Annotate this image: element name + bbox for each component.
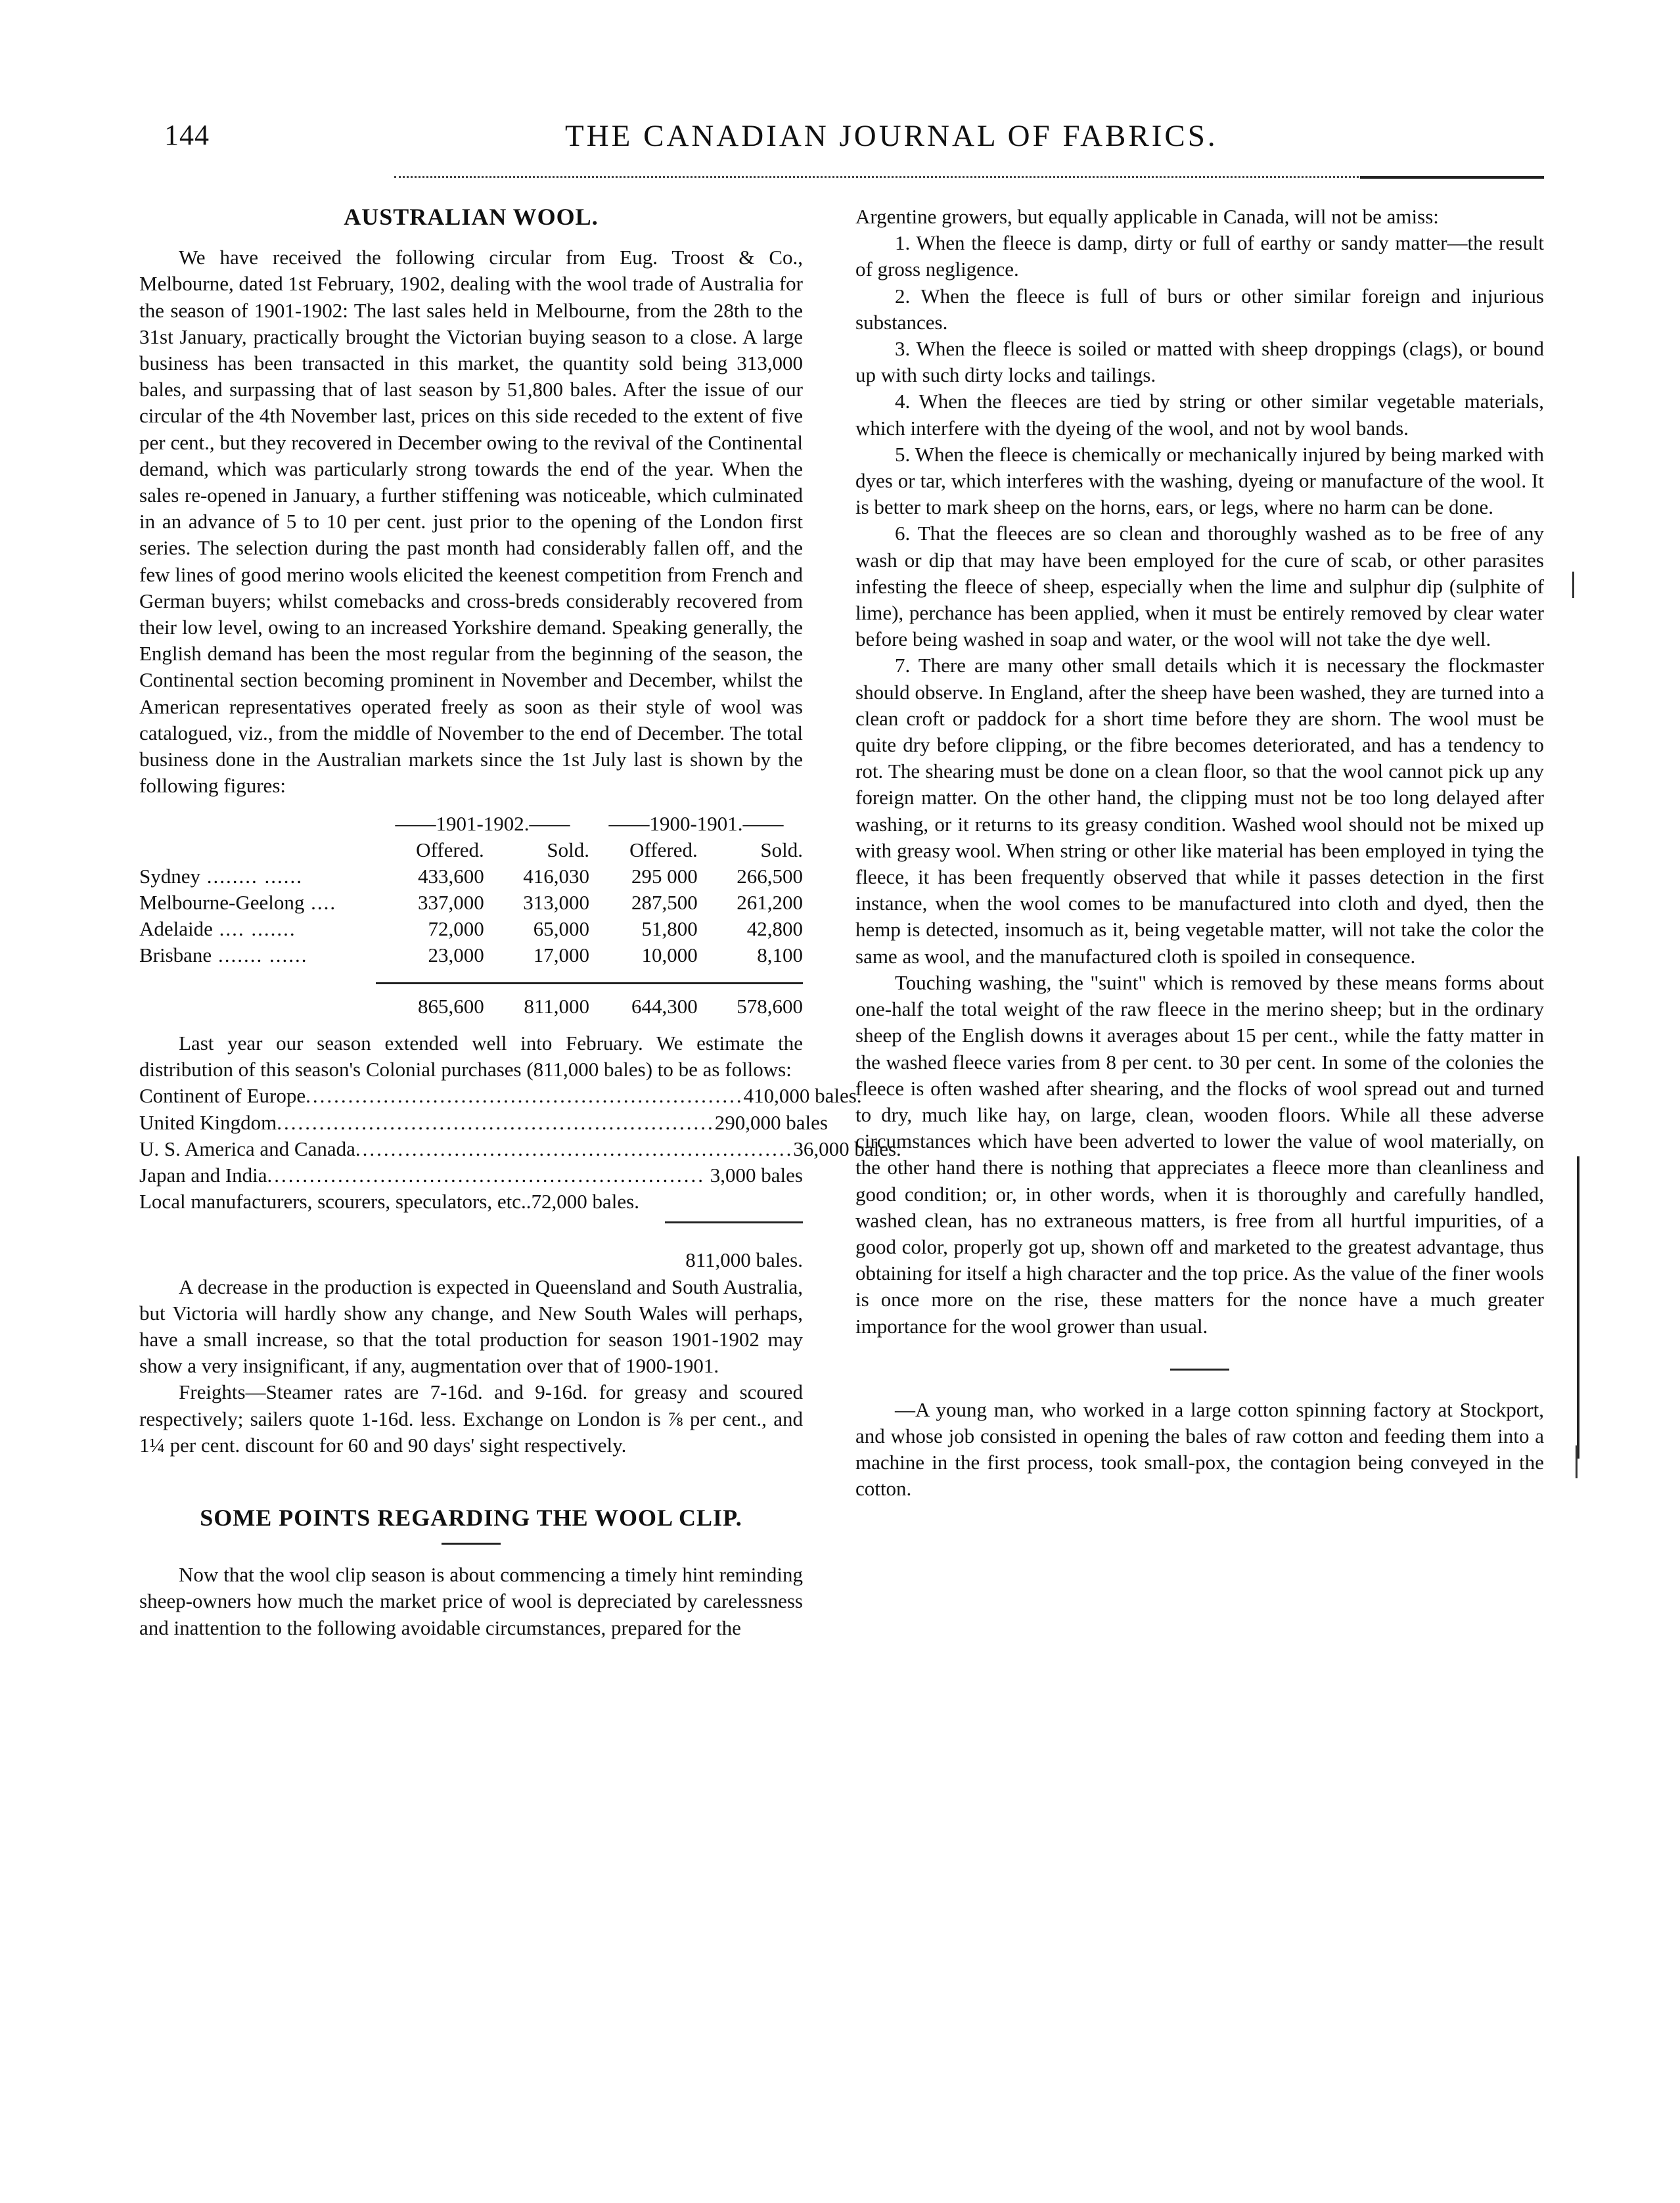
- article-paragraph: Touching washing, the "suint" which is removed by these means forms about one-half the total weight of the raw fleece in the merino sheep; but in the ordinary sheep of the English downs it averages about 15 per cent., while the fatty matter in the washed fleece varies from 8 per cent. to 30 per cent. In some of the colonies the fleece is often washed after shearing, and the flocks of wool spread out and turned to dry, much like hay, on large, clean, wooden floors. While all these adverse circumstances which have been adverted to lower the value of wool materially, on the other hand there is nothing that appreciates a fleece more than cleanliness and good condition; or, in other words, when it is thoroughly and carefully handled, washed clean, has no extraneous matters, is free from all hurtful impurities, of a good color, properly got up, shown off and marketed to the greatest advantage, thus obtaining for itself a high character and the top price. As the value of the finer wools is once more on the rise, these matters for the nonce have a much greater importance for the wool grower than usual.: [855, 970, 1544, 1338]
- margin-mark: [1576, 1445, 1578, 1478]
- leader-dots: ........ ......: [200, 865, 303, 888]
- distribution-value: 410,000 bales.: [743, 1084, 862, 1108]
- table-cell: 42,800: [746, 917, 803, 941]
- table-cell: 72,000: [428, 917, 484, 941]
- numbered-point: 3. When the fleece is soiled or matted with sheep droppings (clags), or bound up with such dirty locks and tailings.: [855, 337, 1544, 387]
- table-cell: 17,000: [533, 943, 589, 967]
- article-title-australian-wool: AUSTRALIAN WOOL.: [344, 204, 599, 230]
- distribution-total: 811,000 bales.: [685, 1248, 803, 1272]
- table-column-header: Offered.: [416, 838, 484, 862]
- distribution-value: 72,000 bales.: [531, 1190, 639, 1214]
- article-paragraph: Now that the wool clip season is about commencing a timely hint reminding sheep-owners how much the market price of wool is depreciated by carelessness and inattention to the following avoidable circumstances, prepared for the: [139, 1563, 803, 1639]
- list-item: [139, 1110, 828, 1136]
- table-total-cell: 644,300: [589, 983, 698, 1020]
- left-column: [139, 204, 901, 1641]
- title-rule: [442, 1543, 501, 1545]
- wool-sales-table: [139, 811, 803, 1020]
- leader-dots: ..............................................................: [306, 1084, 744, 1108]
- distribution-label: United Kingdom: [139, 1110, 277, 1134]
- leader-dots: ....... ......: [212, 943, 308, 967]
- distribution-label: Continent of Europe: [139, 1084, 306, 1108]
- table-row: [139, 863, 803, 890]
- page-number: 144: [164, 119, 210, 151]
- article-paragraph: Argentine growers, but equally applicable in Canada, will not be amiss:: [855, 205, 1439, 228]
- leader-dots: ....: [304, 891, 337, 915]
- distribution-total-rule: [665, 1221, 803, 1223]
- table-total-cell: 811,000: [484, 983, 589, 1020]
- table-cell: 65,000: [533, 917, 589, 941]
- section-rule: [1170, 1369, 1229, 1371]
- table-cell: 416,030: [523, 865, 589, 888]
- market-name: Adelaide: [139, 917, 213, 941]
- article-paragraph: Freights—Steamer rates are 7-16d. and 9-16d. for greasy and scoured respectively; sailers quote 1-16d. less. Exchange on London is ⅞ per cent., and 1¼ per cent. discount for 60 and 90 days' sight respectively.: [139, 1380, 803, 1457]
- table-cell: 261,200: [737, 891, 803, 915]
- table-cell: 10,000: [641, 943, 698, 967]
- header-rule-solid: [1360, 176, 1544, 179]
- leader-dots: ..............................................................: [277, 1110, 715, 1134]
- right-column: [855, 204, 1544, 1503]
- table-group-header: ——1901-1902.——: [395, 812, 570, 836]
- list-item: [139, 1083, 862, 1109]
- page-header: [0, 118, 1680, 177]
- journal-title: THE CANADIAN JOURNAL OF FABRICS.: [565, 119, 1218, 153]
- list-item: [139, 1189, 803, 1215]
- distribution-list: [139, 1083, 901, 1273]
- article-paragraph: We have received the following circular from Eug. Troost & Co., Melbourne, dated 1st February, 1902, dealing with the wool trade of Australia for the season of 1901-1902: The last sales held in Melbourne, from the 28th to the 31st January, practically brought the Victorian buying season to a close. A large business has been transacted in this market, the quantity sold being 313,000 bales, and surpassing that of last season by 51,800 bales. After the issue of our circular of the 4th November last, prices on this side receded to the extent of five per cent., but they recovered in December owing to the revival of the Continental demand, which was particularly strong towards the end of the year. When the sales re-opened in January, a further stiffening was noticeable, which culminated in an advance of 5 to 10 per cent. just prior to the opening of the London first series. The selection during the past month had considerably fallen off, and the few lines of good merino wools elicited the keenest competition from French and German buyers; whilst comebacks and cross-breds considerably recovered from their low level, owing to an increased Yorkshire demand. Speaking generally, the English demand has been the most regular from the beginning of the season, the Continental section becoming prominent in November and December, whilst the American representatives operated freely as soon as their style of wool was catalogued, viz., from the middle of November to the end of December. The total business done in the Australian markets since the 1st July last is shown by the following figures:: [139, 246, 803, 798]
- distribution-value: 3,000 bales: [710, 1163, 803, 1187]
- numbered-point: 7. There are many other small details which it is necessary the flockmaster should observe. In England, after the sheep have been washed, they are turned into a clean croft or paddock for a short time before they are shorn. The wool must be quite dry before clipping, or the fibre becomes deteriorated, and has a tendency to rot. The shearing must be done on a clean floor, so that the wool cannot pick up any foreign matter. On the other hand, the clipping must not be too long delayed after washing, or it returns to its greasy condition. Washed wool should not be mixed up with greasy wool. When string or other like material has been employed in tying the fleece, it has been frequently observed that while it passes detection in the first instance, when the wool comes to be manufactured into cloth and dyed, then the hemp is detected, insomuch as it, being vegetable matter, will not take the color the same as wool, and the manufactured cloth is spoiled in consequence.: [855, 654, 1544, 968]
- numbered-point: 1. When the fleece is damp, dirty or full of earthy or sandy matter—the result of gross negligence.: [855, 231, 1544, 281]
- table-cell: 337,000: [417, 891, 484, 915]
- leader-dots: .... .......: [212, 917, 296, 941]
- table-row: [139, 890, 803, 916]
- distribution-value: 36,000 bales.: [793, 1137, 901, 1160]
- margin-mark: [1572, 572, 1574, 598]
- distribution-label: U. S. America and Canada: [139, 1137, 355, 1160]
- list-item: [139, 1162, 803, 1189]
- table-row: [139, 942, 803, 968]
- table-cell: 287,500: [631, 891, 698, 915]
- table-cell: 433,600: [417, 865, 484, 888]
- article-paragraph: A decrease in the production is expected in Queensland and South Australia, but Victoria will hardly show any change, and New South Wales will perhaps, have a small increase, so that the total production for season 1901-1902 may show a very insignificant, if any, augmentation over that of 1900-1901.: [139, 1275, 803, 1378]
- table-row: [139, 916, 803, 942]
- article-title-wool-clip: SOME POINTS REGARDING THE WOOL CLIP.: [200, 1505, 742, 1532]
- numbered-point: 5. When the fleece is chemically or mechanically injured by being marked with dyes or tar, which interferes with the washing, dyeing or manufacture of the wool. It is better to mark sheep on the horns, ears, or legs, where no harm can be done.: [855, 442, 1544, 519]
- margin-rule: [1577, 1156, 1579, 1459]
- table-column-header: Sold.: [547, 838, 589, 862]
- table-total-row: [139, 983, 803, 1020]
- distribution-label: Local manufacturers, scourers, speculators, etc..: [139, 1190, 532, 1214]
- table-cell: 51,800: [641, 917, 698, 941]
- distribution-label: Japan and India: [139, 1163, 267, 1187]
- market-name: Melbourne-Geelong: [139, 891, 305, 915]
- table-total-cell: 578,600: [698, 983, 803, 1020]
- table-cell: 23,000: [428, 943, 484, 967]
- table-cell: 295 000: [631, 865, 698, 888]
- list-item: [139, 1136, 901, 1162]
- table-column-header: Sold.: [760, 838, 803, 862]
- table-column-header: Offered.: [629, 838, 698, 862]
- leader-dots: ..............................................................: [355, 1137, 794, 1160]
- numbered-point: 6. That the fleeces are so clean and thoroughly washed as to be free of any wash or dip that may have been employed for the cure of scab, or other parasites infesting the fleece of sheep, especially when the lime and sulphur dip (sulphite of lime), perchance has been applied, when it must be entirely removed by clear water before being washed in soap and water, or the wool will not take the dye well.: [855, 522, 1544, 651]
- market-name: Brisbane: [139, 943, 212, 967]
- news-item: —A young man, who worked in a large cotton spinning factory at Stockport, and whose job consisted in opening the bales of raw cotton and feeding them into a machine in the first process, took small-pox, the contagion being conveyed in the cotton.: [855, 1397, 1544, 1501]
- leader-dots: ..............................................................: [267, 1163, 706, 1187]
- numbered-point: 2. When the fleece is full of burs or other similar foreign and injurious substances.: [855, 284, 1544, 334]
- market-name: Sydney: [139, 865, 200, 888]
- table-cell: 313,000: [523, 891, 589, 915]
- table-cell: 266,500: [737, 865, 803, 888]
- article-paragraph: Last year our season extended well into February. We estimate the distribution of this season's Colonial purchases (811,000 bales) to be as follows:: [139, 1031, 803, 1081]
- table-cell: 8,100: [757, 943, 803, 967]
- table-group-header: ——1900-1901.——: [608, 812, 784, 836]
- table-total-cell: 865,600: [376, 983, 484, 1020]
- numbered-point: 4. When the fleeces are tied by string or other similar vegetable materials, which interfere with the dyeing of the wool, and not by wool bands.: [855, 390, 1544, 440]
- distribution-value: 290,000 bales: [714, 1110, 828, 1134]
